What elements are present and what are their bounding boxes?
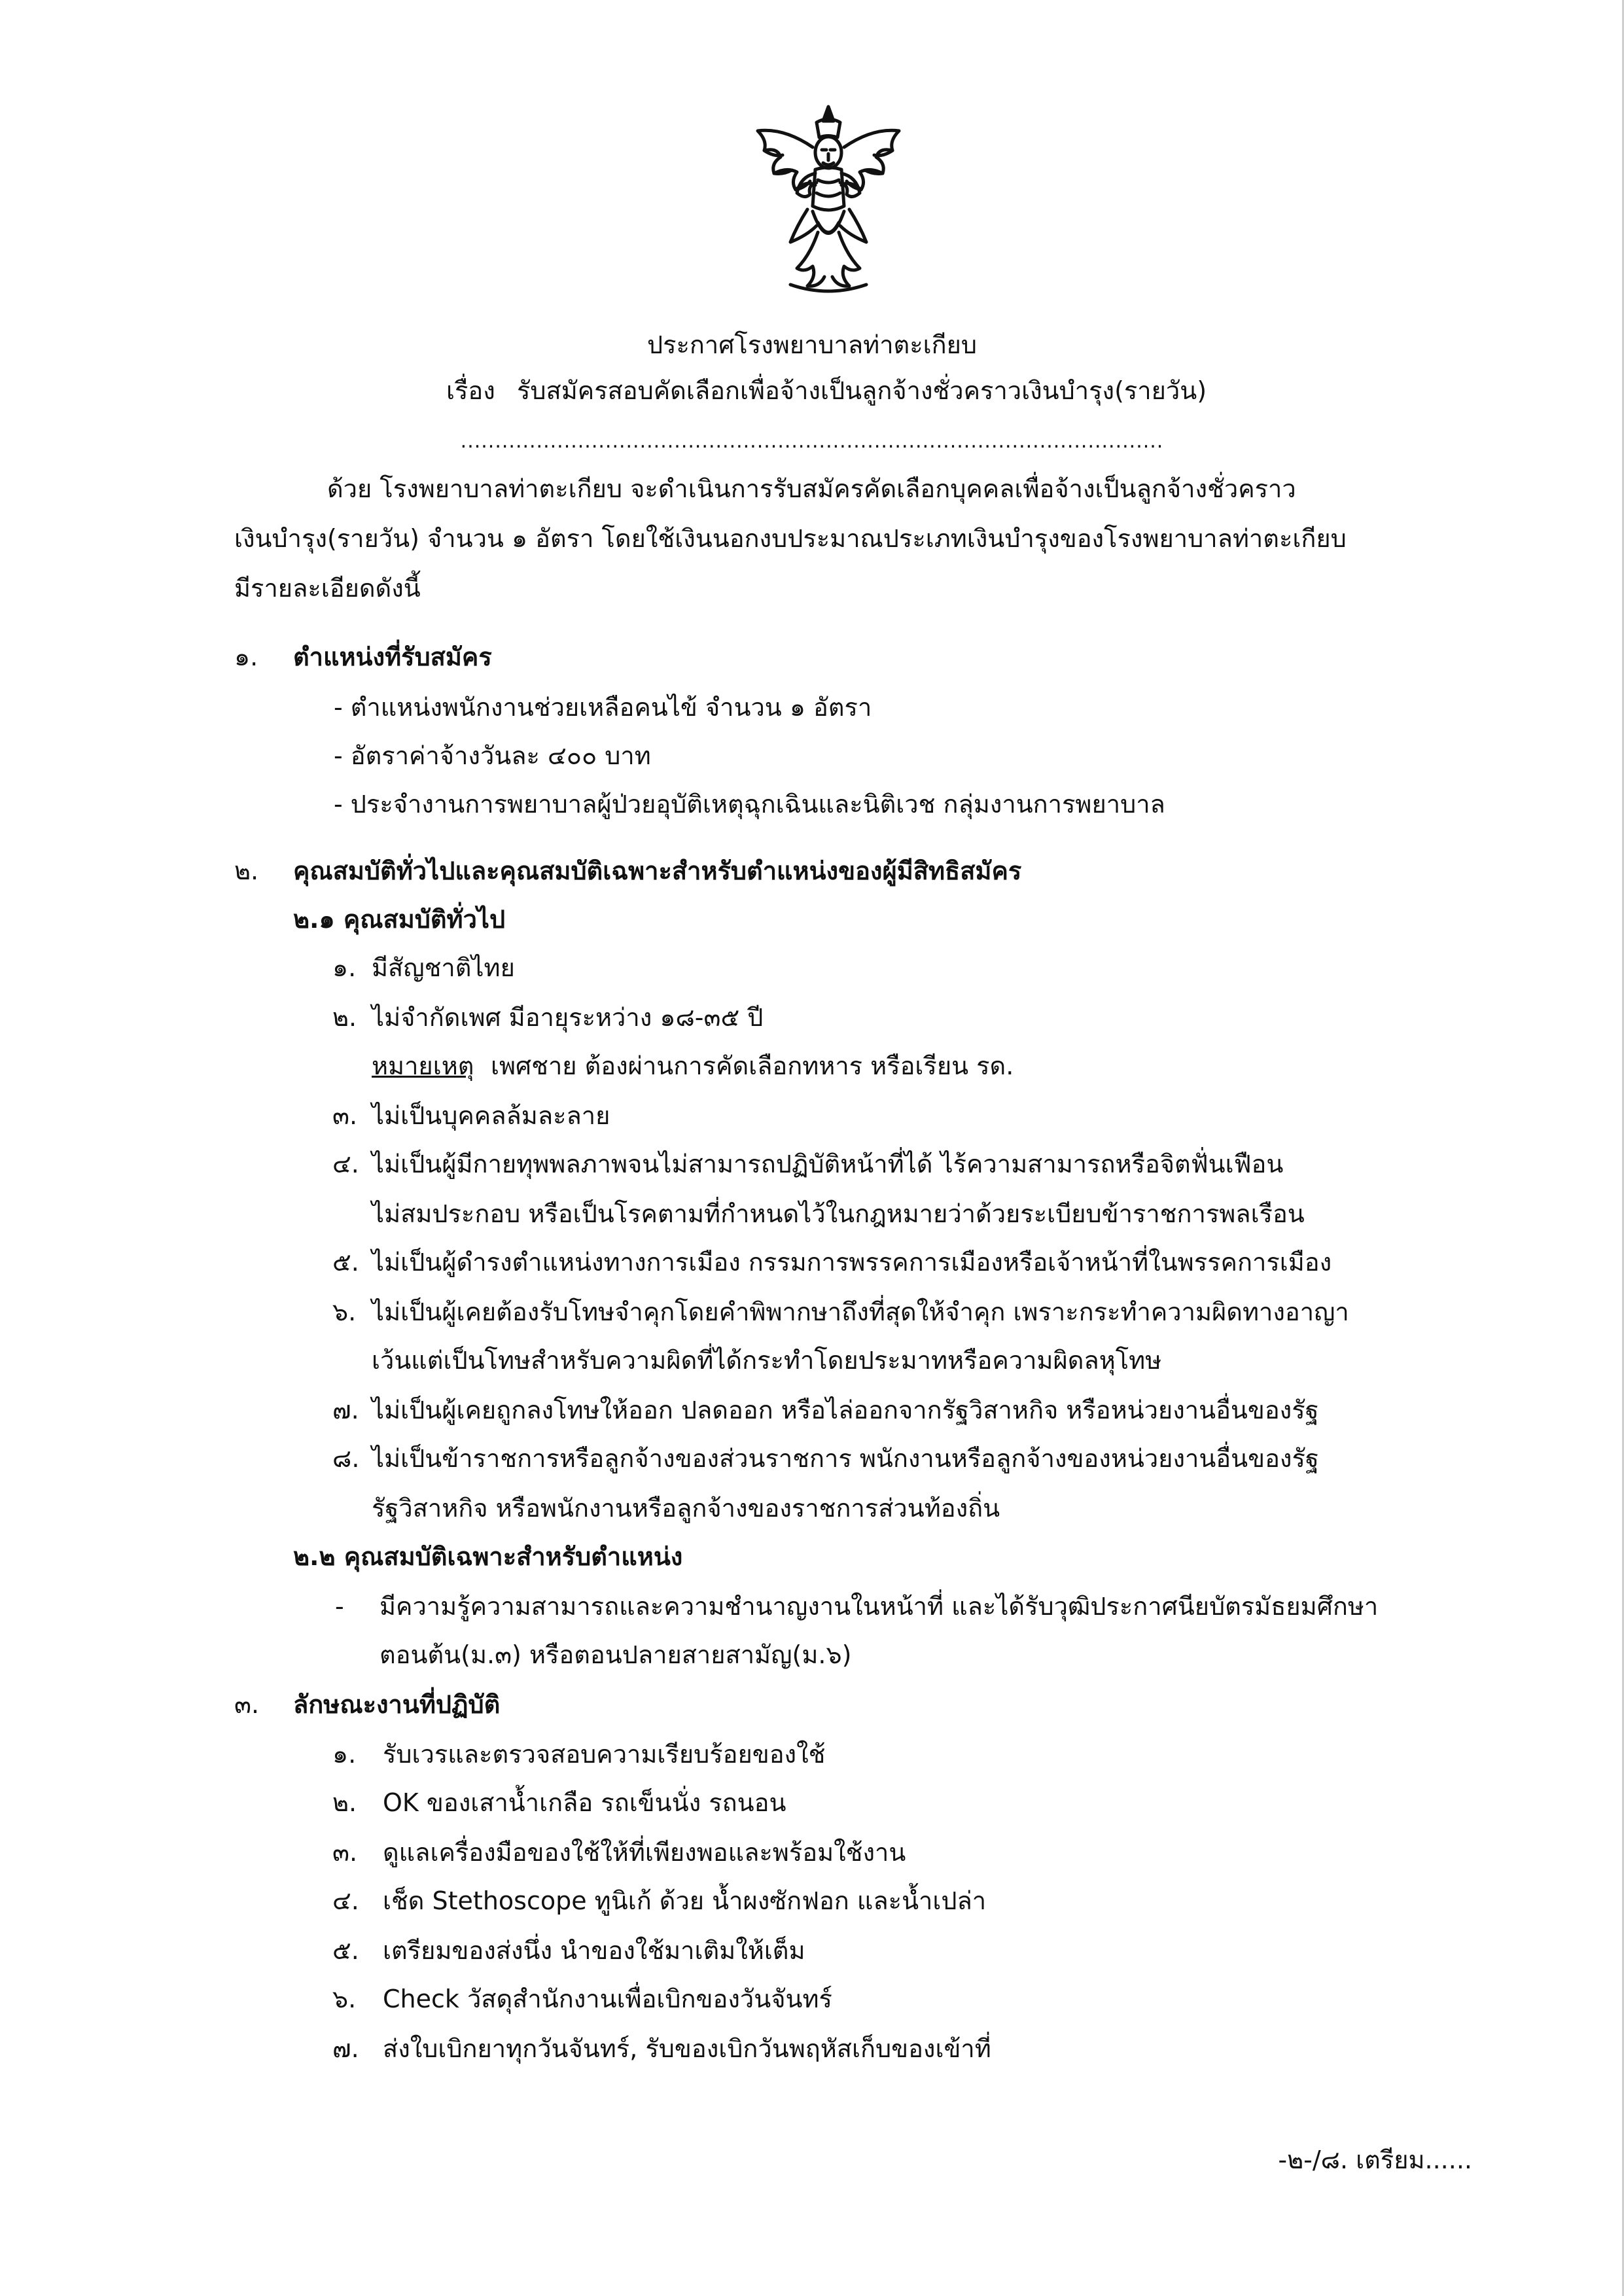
section-2-2-line-2: ตอนต้น(ม.๓) หรือตอนปลายสายสามัญ(ม.๖) (380, 1640, 852, 1669)
qualification-text: ไม่เป็นผู้เคยต้องรับโทษจำคุกโดยคำพิพากษาถึงที่สุดให้จำคุก เพราะกระทำความผิดทางอาญา (372, 1298, 1349, 1326)
duty-text: เตรียมของส่งนึ่ง นำของใช้มาเติมให้เต็ม (383, 1936, 805, 1965)
duty-number: ๑. (332, 1740, 357, 1769)
section-2-title: คุณสมบัติทั่วไปและคุณสมบัติเฉพาะสำหรับตำแหน่งของผู้มีสิทธิสมัคร (293, 857, 1022, 885)
intro-line-2: เงินบำรุง(รายวัน) จำนวน ๑ อัตรา โดยใช้เงินนอกงบประมาณประเภทเงินบำรุงของโรงพยาบาลท่าตะเกียบ (234, 524, 1347, 553)
section-1-item: - ตำแหน่งพนักงานช่วยเหลือคนไข้ จำนวน ๑ อัตรา (334, 693, 872, 722)
duty-text: ส่งใบเบิกยาทุกวันจันทร์, รับของเบิกวันพฤหัสเก็บของเข้าที่ (383, 2034, 991, 2063)
qualification-number: ๘. (332, 1444, 360, 1473)
duty-number: ๕. (332, 1936, 359, 1965)
duty-number: ๗. (332, 2034, 359, 2063)
note-label: หมายเหตุ (372, 1051, 474, 1080)
qualification-number: ๔. (332, 1150, 359, 1178)
qualification-text: ไม่เป็นผู้ดำรงตำแหน่งทางการเมือง กรรมการพรรคการเมืองหรือเจ้าหน้าที่ในพรรคการเมือง (372, 1248, 1332, 1277)
duty-text: รับเวรและตรวจสอบความเรียบร้อยของใช้ (383, 1740, 826, 1769)
qualification-number: ๗. (332, 1396, 359, 1424)
section-1-item: - ประจำงานการพยาบาลผู้ป่วยอุบัติเหตุฉุกเฉินและนิติเวช กลุ่มงานการพยาบาล (334, 790, 1165, 819)
note-text: เพศชาย ต้องผ่านการคัดเลือกทหาร หรือเรียน รด. (491, 1051, 1014, 1080)
duty-text: OK ของเสาน้ำเกลือ รถเข็นนั่ง รถนอน (383, 1788, 786, 1817)
qualification-text: ไม่เป็นผู้มีกายทุพพลภาพจนไม่สามารถปฏิบัติหน้าที่ได้ ไร้ความสามารถหรือจิตฟั่นเฟือน (372, 1150, 1284, 1178)
section-2-2-line-1: มีความรู้ความสามารถและความชำนาญงานในหน้าที่ และได้รับวุฒิประกาศนียบัตรมัธยมศึกษา (380, 1592, 1379, 1621)
duty-text: Check วัสดุสำนักงานเพื่อเบิกของวันจันทร์ (383, 1985, 832, 2013)
duty-number: ๓. (332, 1838, 358, 1867)
subject-text: รับสมัครสอบคัดเลือกเพื่อจ้างเป็นลูกจ้างชั่วคราวเงินบำรุง(รายวัน) (517, 376, 1207, 405)
section-2-2-title: ๒.๒ คุณสมบัติเฉพาะสำหรับตำแหน่ง (293, 1542, 683, 1571)
section-1-item: - อัตราค่าจ้างวันละ ๔๐๐ บาท (334, 741, 651, 770)
qualification-number: ๑. (332, 953, 357, 982)
qualification-text-continued: ไม่สมประกอบ หรือเป็นโรคตามที่กำหนดไว้ในกฎหมายว่าด้วยระเบียบข้าราชการพลเรือน (372, 1199, 1305, 1228)
duty-text: ดูแลเครื่องมือของใช้ให้ที่เพียงพอและพร้อมใช้งาน (383, 1838, 906, 1867)
section-2-number: ๒. (234, 857, 259, 885)
qualification-number: ๒. (332, 1003, 357, 1032)
section-3-title: ลักษณะงานที่ปฏิบัติ (293, 1690, 501, 1719)
qualification-text: ไม่จำกัดเพศ มีอายุระหว่าง ๑๘-๓๕ ปี (372, 1003, 764, 1032)
duty-number: ๖. (332, 1985, 357, 2013)
section-1-title: ตำแหน่งที่รับสมัคร (293, 643, 492, 671)
qualification-text: ไม่เป็นบุคคลล้มละลาย (372, 1101, 610, 1130)
intro-line-3: มีรายละเอียดดังนี้ (234, 574, 421, 603)
garuda-emblem-icon (745, 101, 912, 298)
section-2-2-dash: - (335, 1592, 344, 1621)
section-3-number: ๓. (234, 1690, 260, 1719)
section-1-number: ๑. (234, 643, 258, 671)
subject-label: เรื่อง (446, 376, 495, 405)
section-2-1-title: ๒.๑ คุณสมบัติทั่วไป (293, 905, 506, 934)
page-title: ประกาศโรงพยาบาลท่าตะเกียบ (646, 330, 978, 359)
qualification-text-continued: เว้นแต่เป็นโทษสำหรับความผิดที่ได้กระทำโดยประมาทหรือความผิดลหุโทษ (372, 1346, 1162, 1375)
qualification-text-continued: รัฐวิสาหกิจ หรือพนักงานหรือลูกจ้างของราชการส่วนท้องถิ่น (372, 1494, 1000, 1523)
qualification-number: ๖. (332, 1298, 357, 1326)
qualification-text: ไม่เป็นผู้เคยถูกลงโทษให้ออก ปลดออก หรือไล่ออกจากรัฐวิสาหกิจ หรือหน่วยงานอื่นของรัฐ (372, 1396, 1319, 1424)
duty-text: เช็ด Stethoscope ทูนิเก้ ด้วย น้ำผงซักฟอก และน้ำเปล่า (383, 1886, 987, 1915)
qualification-number: ๓. (332, 1101, 358, 1130)
page-continuation: -๒-/๘. เตรียม...... (1278, 2146, 1472, 2174)
header-separator: ...................................................................................................... (460, 430, 1164, 453)
qualification-text: ไม่เป็นข้าราชการหรือลูกจ้างของส่วนราชการ พนักงานหรือลูกจ้างของหน่วยงานอื่นของรัฐ (372, 1444, 1319, 1473)
duty-number: ๔. (332, 1886, 359, 1915)
qualification-text: มีสัญชาติไทย (372, 953, 515, 982)
intro-line-1: ด้วย โรงพยาบาลท่าตะเกียบ จะดำเนินการรับสมัครคัดเลือกบุคคลเพื่อจ้างเป็นลูกจ้างชั่วคราว (327, 474, 1296, 503)
duty-number: ๒. (332, 1788, 357, 1817)
qualification-number: ๕. (332, 1248, 359, 1277)
